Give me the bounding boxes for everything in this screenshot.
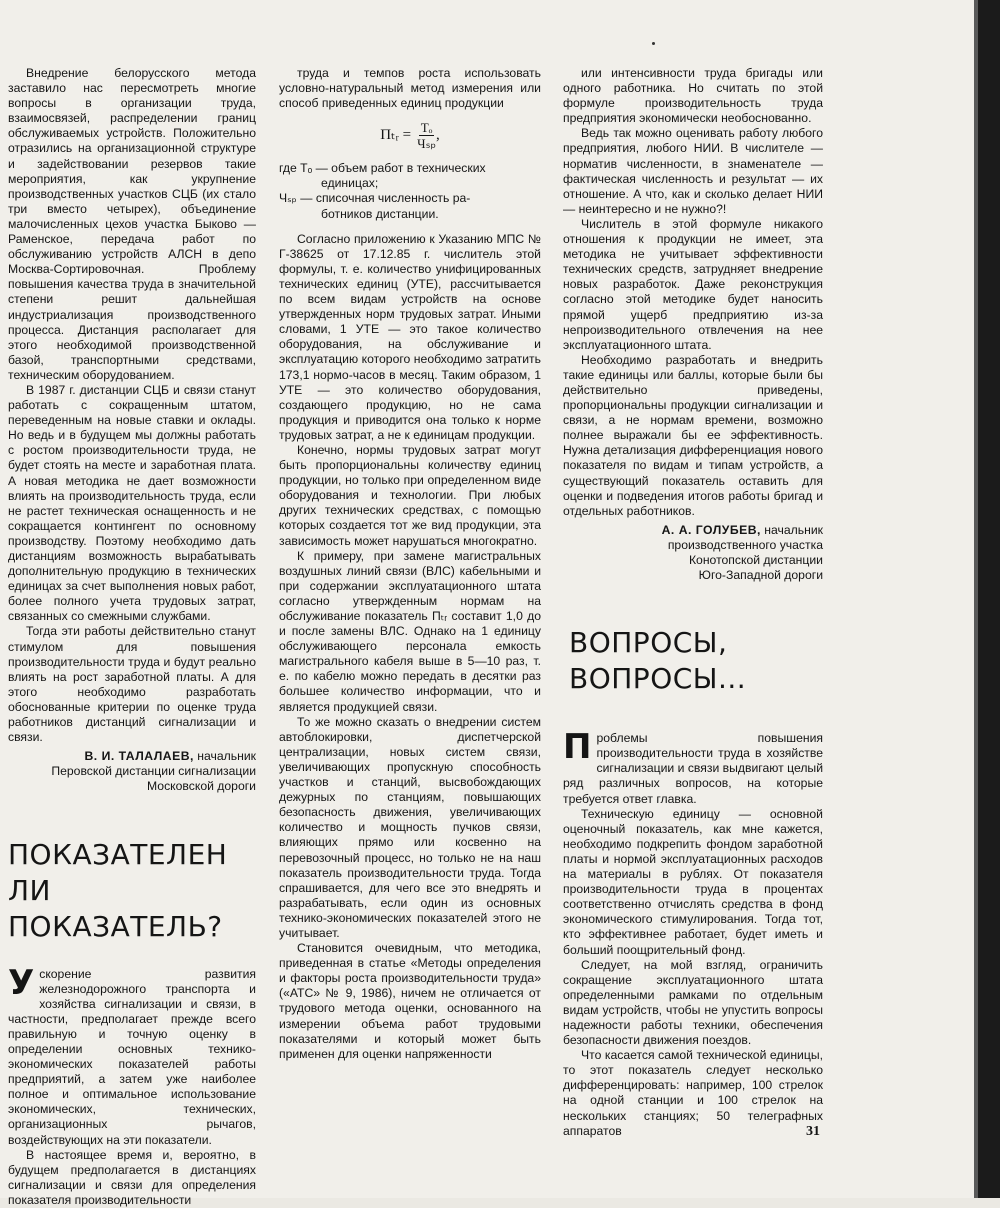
formula-lhs: Пₜᵣ = — [380, 126, 412, 143]
paragraph: труда и темпов роста использовать условно-натуральный метод измерения или способ приведенных единиц продукции — [279, 66, 541, 111]
paragraph: Согласно приложению к Указанию МПС № Г-38625 от 17.12.85 г. числитель этой формулы, т. е. количество унифицированных технических единиц (УТЕ), рассчитывается по всем видам устройств на основе утвержденных норм трудовых затрат. Иными словами, 1 УТЕ — это такое количество оборудования, на обслуживание и эксплуатацию которого необходимо затратить 173,1 нормо-часов в месяц. Таким образом, 1 УТЕ — это количество оборудования, создающего продукцию, но не сама продукция и приводится она только к норме трудовых затрат, а не к единицам продукции. — [279, 231, 541, 442]
paragraph: Конечно, нормы трудовых затрат могут быть пропорциональны количеству единиц продукции, но только при определенном виде оборудования и технологии. При любых других технических средствах, с помощью которых создается тот же вид продукции, эта зависимость может нарушаться многократно. — [279, 442, 541, 548]
paragraph: Проблемы повышения производительности труда в хозяйстве сигнализации и связи выдвигают целый ряд различных вопросов, на которые требуется ответ главка. — [563, 727, 823, 806]
paragraph: Числитель в этой формуле никакого отношения к продукции не имеет, эта методика не учитывает эффективности технических средств, затрудняет внедрение новых разработок. Даже реконструкция согласно этой методике будет наносить прямой ущерб предприятию из-за непроизводительного отвлечения на нее эксплуатационного штата. — [563, 216, 823, 352]
scan-edge — [974, 0, 1000, 1198]
paragraph: Необходимо разработать и внедрить такие единицы или баллы, которые были бы действительно приведены, пропорциональны продукции сигнализации и связи, а не нормам времени, возможно полнее выражали бы ее эффективность. Нужна детализация дифференциация нового показателя по видам и типам устройств, а существующий показатель оставить для оценки и подведения итогов работы бригад и отдельных работников. — [563, 352, 823, 518]
paragraph: Следует, на мой взгляд, ограничить сокращение эксплуатационного штата определенными рамками по отдельным видам устройств, чтобы не упустить вопросы надежности работы техники, обеспечения безопасности движения поездов. — [563, 957, 823, 1048]
author-affiliation: Перовской дистанции сигнализации — [51, 764, 256, 779]
paragraph: То же можно сказать о внедрении систем автоблокировки, диспетчерской централизации, новых систем связи, увеличивающих пропускную способность участков и станций, высвобождающих дежурных по станциям, повышающих безопасность движения, увеличивающих количество и мощность пучков связи, влияющих прямо или косвенно на перевозочный процесс, но только не на наш показатель производительности труда. Тогда спрашивается, для чего все это внедрять и разрабатывать, если один из основных технико-экономических показателей этого не учитывает. — [279, 714, 541, 940]
paragraph: Ведь так можно оценивать работу любого предприятия, любого НИИ. В числителе — норматив численности, в знаменателе — фактическая численность и результат — их отношение. А что, как и сколько делает НИИ — неинтересно и не нужно?! — [563, 126, 823, 216]
formula-numerator: Tₒ — [420, 119, 433, 135]
formula-denominator: Чₛₚ — [417, 135, 437, 151]
formula-fraction — [417, 120, 436, 151]
paragraph: Ускорение развития железнодорожного транспорта и хозяйства сигнализации и связи, в частности, предполагает прежде всего правильную и точную оценку в определении основных технико-экономических показателей работы предприятий, а затем уже наиболее полное и оптимальное использование экономических, технических, организационных рычагов, воздействующих на эти показатели. — [8, 962, 256, 1147]
paragraph: Что касается самой технической единицы, то этот показатель следует несколько дифференцировать: например, 100 стрелок на одной станции и 100 стрелок на нескольких станциях; 50 телеграфных аппаратов — [563, 1048, 823, 1138]
drop-cap: У — [8, 962, 35, 1003]
drop-cap: П — [563, 727, 592, 768]
paragraph: Становится очевидным, что методика, приведенная в статье «Методы определения и факторы роста производительности труда» («АТС» № 9, 1986), ничем не отличается от трудового метода оценки, основанного на измерении объема работ трудовыми показателями и который может быть применен для оценки напряженности — [279, 941, 541, 1061]
author-role: начальник — [764, 522, 823, 537]
productivity-formula — [279, 119, 541, 151]
formula-definitions — [279, 161, 541, 221]
author-affiliation: производственного участка — [667, 537, 823, 552]
paragraph: К примеру, при замене магистральных воздушных линий связи (ВЛС) кабельными и при содержании эксплуатационного штата согласно утвержденным нормам на обслуживание показатель Пₜᵣ составит 1,0 до и после замены ВЛС. Однако на 1 единицу обслуживающего персонала емкость магистрального кабеля выше в 5—10 раз, т. е. по кабелю можно передать в десятки раз большее количество информации, что и является продукцией связи. — [279, 548, 541, 714]
definition: где Tₒ — объем работ в технических — [279, 161, 486, 176]
article-headline: ВОПРОСЫ, ВОПРОСЫ... — [569, 626, 747, 696]
author-signature — [563, 523, 823, 583]
definition: Чₛₚ — списочная численность ра- — [279, 191, 471, 206]
paragraph: Тогда эти работы действительно станут стимулом для повышения производительности труда и будут реально влиять на рост заработной платы. А для этого необходимо разработать обоснованные критерии по оценке труда работников дистанций сигнализации и связи. — [8, 624, 256, 745]
author-role: начальник — [197, 749, 256, 764]
article-headline: ПОКАЗАТЕЛЕН ЛИ ПОКАЗАТЕЛЬ? — [8, 837, 228, 943]
column-1 — [8, 66, 256, 1208]
paragraph: или интенсивности труда бригады или одного работника. Но считать по этой формуле производительность труда предприятия экономически необоснованно. — [563, 66, 823, 126]
print-speck — [652, 42, 655, 45]
paragraph: Внедрение белорусского метода заставило нас пересмотреть многие вопросы в организации труда, взаимосвязей, распределении границ обслуживаемых устройств. Положительно отразились на организационной структуре и задействовании резервов такие мероприятия, как укрупнение производственных участков СЦБ (их стало три вместо четырех), объединение малочисленных цехов участка Быково — Раменское, передача работ по обслуживанию устройств АЛСН в депо Москва-Сортировочная. Проблему повышения качества труда в значительной степени решит дальнейшая индустриализация производственного процесса. Дистанция располагает для этого необходимой производственной базой, транспортными средствами, техническим оборудованием. — [8, 66, 256, 382]
column-3 — [563, 66, 823, 1139]
author-name: В. И. ТАЛАЛАЕВ, — [84, 749, 194, 764]
author-affiliation: Юго-Западной дороги — [698, 568, 823, 583]
formula-tail: , — [436, 126, 440, 143]
page-number: 31 — [806, 1124, 820, 1139]
column-2 — [279, 66, 541, 1062]
paragraph: Техническую единицу — основной оценочный показатель, как мне кажется, необходимо подкрепить фондом заработной платы и нормой эксплуатационных расходов на материалы в рублях. От показателя производительности труда в процентах соответственно отчислять средства в фонд экономического стимулирования. Тогда тот, кто эффективнее работает, будет иметь и больший поощрительный фонд. — [563, 806, 823, 957]
paragraph: В 1987 г. дистанции СЦБ и связи станут работать с сокращенным штатом, переведенным на новые ставки и оклады. Но ведь и в будущем мы должны работать с ростом производительности труда, не будет стоять на месте и заработная плата. А новая методика не дает возможности влиять на производительность труда, если не растет техническая оснащенность и не сокращается контингент по основному производству. Поэтому необходимо дать дистанциям возможность вырабатывать дополнительную продукцию в технических единицах за счет выполнения новых работ, более полного учета трудовых затрат, связанных со смежными службами. — [8, 382, 256, 624]
author-signature — [8, 749, 256, 794]
paragraph: В настоящее время и, вероятно, в будущем предполагается в дистанциях сигнализации и связи для определения показателя производительности — [8, 1147, 256, 1207]
definition: ботников дистанции. — [321, 206, 439, 221]
definition: единицах; — [321, 176, 379, 191]
author-affiliation: Московской дороги — [147, 779, 256, 794]
author-affiliation: Конотопской дистанции — [688, 553, 823, 567]
author-name: А. А. ГОЛУБЕВ, — [661, 522, 761, 537]
